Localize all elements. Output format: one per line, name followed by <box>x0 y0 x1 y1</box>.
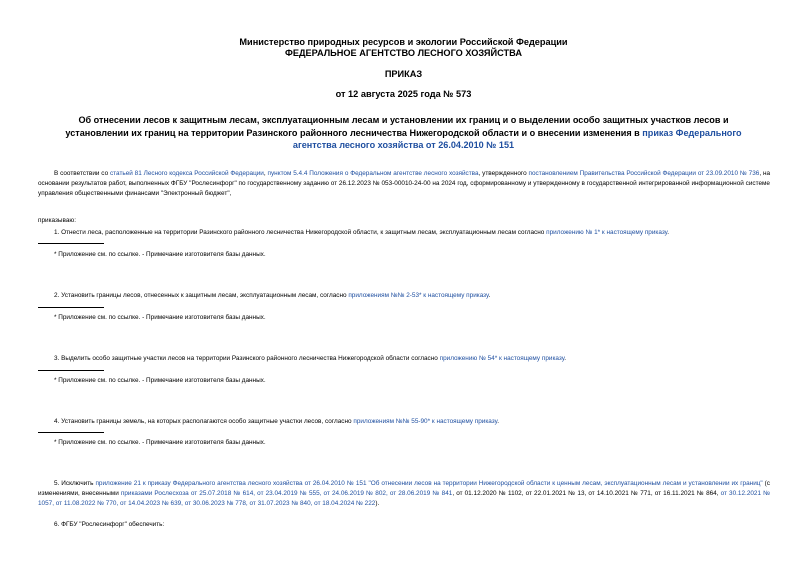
item-4 <box>38 417 499 426</box>
footnote-divider <box>38 370 104 371</box>
preamble-text-4: , на основании результатов работ, выполненных ФГБУ "Рослесинфорг" по государственному заданию от 26.12.2023 № 053-00010-24-00 на 2024 год, сформированному и утвержденному в государственной интегрированной информационной системе управления общественными финансами "Электронный бюджет", <box>38 170 771 197</box>
appendix-2-53-link[interactable]: приложениям №№ 2-53* к настоящему приказу <box>348 292 489 299</box>
appendix-54-link[interactable]: приложению № 54* к настоящему приказу <box>439 355 565 362</box>
appendix-1-link[interactable]: приложению № 1* к настоящему приказу <box>546 229 668 236</box>
item-6: 6. ФГБУ "Рослесинфорг" обеспечить: <box>54 521 165 528</box>
item-2-text: 2. Установить границы лесов, отнесенных к защитным лесам, эксплуатационным лесам, согласно <box>54 292 349 299</box>
item-1-text: 1. Отнести леса, расположенные на территории Разинского районного лесничества Нижегородской области, к защитным лесам, эксплуатационным лесам согласно <box>54 229 547 236</box>
footnote-divider <box>38 307 104 308</box>
title-order-link[interactable]: приказ Федерального агентства лесного хозяйства от 26.04.2010 № 151 <box>292 127 742 150</box>
item-4-tail: . <box>497 418 499 425</box>
footnote-1: * Приложение см. по ссылке. - Примечание изготовителя базы данных. <box>54 251 266 258</box>
appendix-55-90-link[interactable]: приложениям №№ 55-90* к настоящему приказу <box>353 418 498 425</box>
preamble-text-2: , <box>263 170 268 177</box>
item-3-tail: . <box>564 355 567 362</box>
footnote-divider <box>38 432 104 433</box>
footnote-divider <box>38 243 104 244</box>
item-3 <box>38 354 566 363</box>
item-5-text-4: ). <box>375 500 380 507</box>
document-type: ПРИКАЗ <box>384 69 423 79</box>
rosleskhoz-orders-link-2[interactable]: от 30.12.2021 № 1057, от 11.08.2022 № 770, от 14.04.2023 № 639, от 30.06.2023 № 778, от 31.07.2023 № 840, от 18.04.2024 № 222 <box>38 490 770 507</box>
item-5 <box>38 479 770 509</box>
item-5-text-1: 5. Исключить <box>54 480 96 487</box>
document-date-number: от 12 августа 2025 года № 573 <box>335 89 472 99</box>
footnote-4: * Приложение см. по ссылке. - Примечание изготовителя базы данных. <box>54 439 266 446</box>
appendix-21-order-151-link[interactable]: приложение 21 к приказу Федерального агентства лесного хозяйства от 26.04.2010 № 151 "Об отнесении лесов на территории Нижегородской области к ценным лесам, эксплуатационным лесам и установлении их границ" <box>95 480 763 487</box>
preamble <box>38 169 770 199</box>
item-1 <box>38 228 669 237</box>
ministry-name: Министерство природных ресурсов и экологии Российской Федерации <box>239 37 568 47</box>
footnote-2: * Приложение см. по ссылке. - Примечание изготовителя базы данных. <box>54 314 266 321</box>
forest-code-link[interactable]: статьей 81 Лесного кодекса Российской Федерации <box>109 170 264 177</box>
rosleskhoz-orders-link-1[interactable]: приказами Рослесхоза от 25.07.2018 № 614, от 23.04.2019 № 555, от 24.06.2019 № 802, от 28.06.2019 № 841 <box>120 490 453 497</box>
item-5-text-2: (с изменениями, внесенными <box>38 480 770 497</box>
item-1-tail: . <box>667 229 670 236</box>
agency-name: ФЕДЕРАЛЬНОЕ АГЕНТСТВО ЛЕСНОГО ХОЗЯЙСТВА <box>285 48 522 58</box>
item-4-text: 4. Установить границы земель, на которых располагаются особо защитные участки лесов, согласно <box>54 418 354 425</box>
item-2 <box>38 291 490 300</box>
government-resolution-link[interactable]: постановлением Правительства Российской Федерации от 23.09.2010 № 736 <box>528 170 760 177</box>
agency-regulation-link[interactable]: пунктом 5.4.4 Положения о Федеральном агентстве лесного хозяйства <box>267 170 479 177</box>
footnote-3: * Приложение см. по ссылке. - Примечание изготовителя базы данных. <box>54 377 266 384</box>
item-2-tail: . <box>488 292 491 299</box>
document-title <box>62 114 745 152</box>
item-5-text-3: , от 01.12.2020 № 1102, от 22.01.2021 № 13, от 14.10.2021 № 771, от 16.11.2021 № 864, <box>452 490 721 497</box>
preamble-text-3: , утвержденного <box>478 170 529 177</box>
preamble-text-1: В соответствии со <box>54 170 110 177</box>
prikazyvayu-label: приказываю: <box>38 217 76 224</box>
title-text: Об отнесении лесов к защитным лесам, эксплуатационным лесам и установлении их границ и о выделении особо защитных участков лесов и установлении их границ на территории Разинского районного лесничества Нижегородской области и о внесении изменения в <box>65 115 729 138</box>
item-3-text: 3. Выделить особо защитные участки лесов на территории Разинского районного лесничества Нижегородской области согласно <box>54 355 440 362</box>
